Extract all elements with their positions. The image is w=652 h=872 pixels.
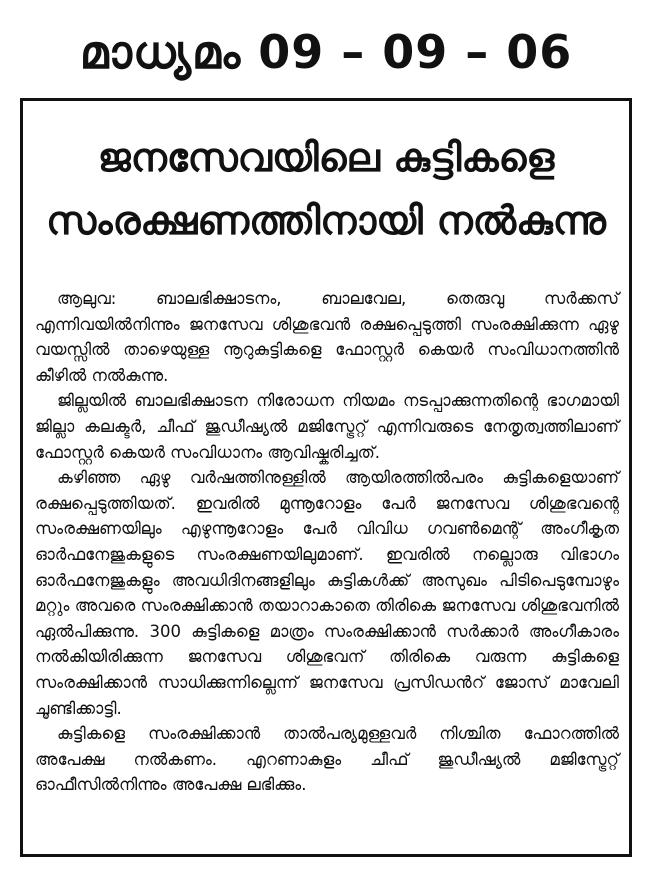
- article-paragraph-3: കഴിഞ്ഞ ഏഴു വർഷത്തിനുള്ളിൽ ആയിരത്തിൽപരം കുട്ടികളെയാണ് രക്ഷപ്പെടുത്തിയത്. ഇവരിൽ മുന്നൂറോളം പേർ ജനസേവ ശിശുഭവന്റെ സംരക്ഷണയിലും എഴുന്നൂറോളം പേർ വിവിധ ഗവൺമെന്റ് അംഗീകൃത ഓർഫനേജുകളുടെ സംരക്ഷണയിലുമാണ്. ഇവരിൽ നല്ലൊരു വിഭാഗം ഓർഫനേജുകളും അവധിദിനങ്ങളിലും കുട്ടികൾക്ക് അസുഖം പിടിപെടുമ്പോഴും മറ്റും അവരെ സംരക്ഷിക്കാൻ തയാറാകാതെ തിരികെ ജനസേവ ശിശുഭവനിൽ ഏൽപിക്കുന്നു. 300 കുട്ടികളെ മാത്രം സംരക്ഷിക്കാൻ സർക്കാർ അംഗീകാരം നൽകിയിരിക്കുന്ന ജനസേവ ശിശുഭവന് തിരികെ വരുന്ന കുട്ടികളെ സംരക്ഷിക്കാൻ സാധിക്കുന്നില്ലെന്ന് ജനസേവ പ്രസിഡൻറ് ജോസ് മാവേലി ചൂണ്ടിക്കാട്ടി.: [35, 468, 619, 718]
- headline-line-1: ജനസേവയിലെ കുട്ടികളെ: [97, 136, 555, 181]
- masthead-date: മാധ്യമം 09 – 09 – 06: [79, 25, 573, 79]
- article-paragraph-1: ആലുവ: ബാലഭിക്ഷാടനം, ബാലവേല, തെരുവു സർക്കസ് എന്നിവയിൽനിന്നും ജനസേവ ശിശുഭവൻ രക്ഷപ്പെടുത്തി സംരക്ഷിക്കുന്ന ഏഴു വയസ്സിൽ താഴെയുള്ള നൂറുകുട്ടികളെ ഫോസ്റ്റർ കെയർ സംവിധാനത്തിൻ കീഴിൽ നൽകുന്നു.: [35, 289, 619, 385]
- headline: [23, 127, 629, 253]
- news-clipping: [20, 98, 632, 857]
- article-body: [35, 286, 619, 798]
- headline-line-2: സംരക്ഷണത്തിനായി നൽകുന്നു: [46, 199, 606, 244]
- article-paragraph-4: കുട്ടികളെ സംരക്ഷിക്കാൻ താൽപര്യമുള്ളവർ നിശ്ചിത ഫോറത്തിൽ അപേക്ഷ നൽകണം. എറണാകുളം ചീഫ് ജുഡീഷ്യൽ മജിസ്ട്രേറ്റ് ഓഫീസിൽനിന്നും അപേക്ഷ ലഭിക്കും.: [35, 724, 619, 795]
- article-paragraph-2: ജില്ലയിൽ ബാലഭിക്ഷാടന നിരോധന നിയമം നടപ്പാക്കുന്നതിന്റെ ഭാഗമായി ജില്ലാ കലക്ടർ, ചീഫ് ജുഡീഷ്യൽ മജിസ്ട്രേറ്റ് എന്നിവരുടെ നേതൃത്വത്തിലാണ് ഫോസ്റ്റർ കെയർ സംവിധാനം ആവിഷ്കരിച്ചത്.: [35, 391, 619, 462]
